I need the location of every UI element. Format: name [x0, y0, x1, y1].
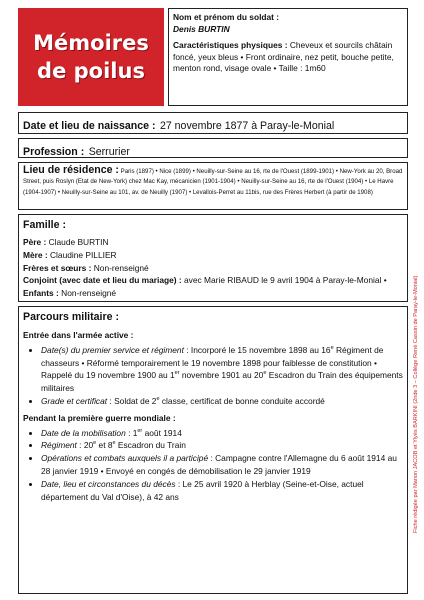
- residence-value: Paris (1897) • Nice (1899) • Neuilly-sur-Seine au 16, rte de l'Ouest (1899-1901) • New-York au 20, Broad Street, puis Roslyn (Etat de New-York) chez Mac Kay, mécanicien (1901-1904) • Neuilly-sur-Seine au 16, rte de l'Ouest (1904) • Le Havre (1904-1907) • Neuilly-sur-Seine au 101, av. de Neuilly (1907) • Levallois-Perret au 11bis, rue des Frères Herbert (à partir de 1908): [23, 168, 403, 196]
- spouse-line: Conjoint (avec date et lieu du mariage) : avec Marie RIBAUD le 9 avril 1904 à Paray-le-Monial • Enfants : Non-renseigné: [23, 275, 387, 299]
- children-label: Enfants :: [23, 288, 59, 299]
- ww1-list: [23, 427, 403, 504]
- mother-value: Claudine PILLIER: [50, 249, 117, 260]
- siblings-line: [23, 262, 403, 275]
- death-item: [41, 478, 403, 504]
- family-box: [18, 214, 408, 302]
- ww1-heading: Pendant la première guerre mondiale :: [23, 412, 176, 423]
- children-value: Non-renseigné: [61, 288, 117, 299]
- physical-characteristics: [173, 40, 403, 75]
- father-line: [23, 236, 403, 249]
- military-title: Parcours militaire :: [23, 311, 119, 323]
- name-label: Nom et prénom du soldat :: [173, 12, 280, 22]
- service-item: • Date(s) du premier service et régiment : Incorporé le 15 novembre 1898 au 16e Régiment de chasseurs • Réformé temporairement le 19 novembre 1898 pour faiblesse de constitution • Rappelé du 19 novembre 1900 au 1er novembre 1901 au 20e Escadron du Train des équipements militaires: [41, 344, 403, 395]
- regiment-item: • Régiment : 20e et 8e Escadron du Train: [41, 439, 403, 452]
- death-value: : Le 25 avril 1920 à Herblay (Seine-et-Oise, actuel département du Val d'Oise), à 42 ans: [41, 478, 364, 502]
- spouse-value: avec Marie RIBAUD le 9 avril 1904 à Paray-le-Monial: [184, 275, 382, 286]
- profession-box: [18, 138, 408, 158]
- mother-line: [23, 249, 403, 262]
- entry-heading: Entrée dans l'armée active :: [23, 330, 134, 340]
- siblings-label: Frères et sœurs :: [23, 262, 92, 273]
- side-credit: Fiche rédigée par Manon JACOB et Ylyès BARKINI (2nde 3 – Collège René Cassin de Paray-le-Monial): [413, 275, 419, 533]
- physical-value: Cheveux et sourcils châtain foncé, yeux bleus • Front ordinaire, nez petit, bouche petite, menton rond, visage ovale • Taille : 1m60: [173, 40, 394, 74]
- birth-value: 27 novembre 1877 à Paray-le-Monial: [159, 120, 335, 132]
- entry-list: [23, 344, 403, 408]
- operations-value: : Campagne contre l'Allemagne du 6 août 1914 au 28 janvier 1919 • Envoyé en congés de démobilisation le 29 janvier 1919: [41, 453, 397, 476]
- spouse-label: Conjoint (avec date et lieu du mariage) :: [23, 275, 182, 286]
- identity-box: [168, 8, 408, 106]
- mobilisation-item: • Date de la mobilisation : 1er août 1914: [41, 427, 403, 440]
- father-label: Père :: [23, 237, 47, 247]
- grade-label: Grade et certificat: [41, 395, 108, 406]
- physical-label: Caractéristiques physiques :: [173, 40, 288, 51]
- mobilisation-label: Date de la mobilisation: [41, 427, 126, 438]
- operations-item: [41, 452, 403, 478]
- birth-box: [18, 112, 408, 134]
- regiment-label: Régiment: [41, 440, 77, 451]
- title-line-1: Mémoires: [33, 31, 149, 55]
- name-value: Denis BURTIN: [173, 23, 230, 34]
- military-box: [18, 306, 408, 594]
- title-banner: [18, 8, 164, 106]
- service-label: Date(s) du premier service et régiment: [41, 344, 184, 355]
- profession-value: Serrurier: [88, 146, 130, 158]
- siblings-value: Non-renseigné: [93, 262, 149, 273]
- family-title: Famille :: [23, 219, 66, 231]
- death-label: Date, lieu et circonstances du décès: [41, 478, 176, 489]
- title-line-2: de poilus: [37, 59, 145, 83]
- operations-label: Opérations et combats auxquels il a participé: [41, 453, 209, 464]
- residence-box: [18, 162, 408, 210]
- residence-label: Lieu de résidence :: [23, 164, 119, 176]
- father-value: Claude BURTIN: [48, 237, 109, 247]
- grade-item: • Grade et certificat : Soldat de 2e classe, certificat de bonne conduite accordé: [41, 395, 403, 408]
- profession-label: Profession :: [23, 146, 85, 158]
- mother-label: Mère :: [23, 249, 48, 260]
- birth-label: Date et lieu de naissance :: [23, 120, 156, 132]
